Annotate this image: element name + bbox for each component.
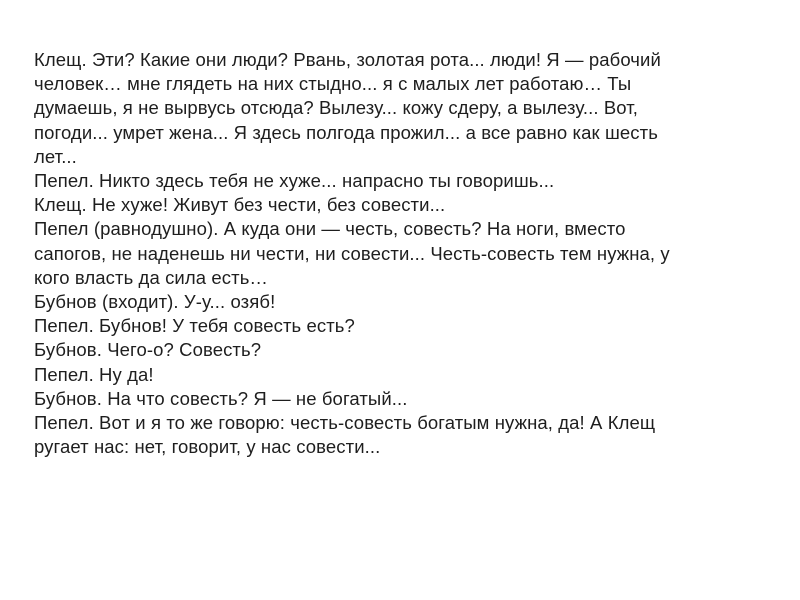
- text-line: Пепел. Бубнов! У тебя совесть есть?: [34, 315, 355, 337]
- text-line: Бубнов. Чего-о? Совесть?: [34, 339, 262, 361]
- text-line: Пепел. Ну да!: [34, 363, 154, 385]
- dialogue-text: [34, 48, 779, 459]
- text-line: ругает нас: нет, говорит, у нас совести...: [34, 436, 381, 458]
- text-line: кого власть да сила есть…: [34, 266, 269, 288]
- text-line: думаешь, я не вырвусь отсюда? Вылезу... кожу сдеру, а вылезу... Вот,: [34, 97, 639, 119]
- text-line: Бубнов (входит). У-у... озяб!: [34, 291, 276, 313]
- text-line: сапогов, не наденешь ни чести, ни совести... Честь-совесть тем нужна, у: [34, 242, 670, 264]
- text-line: Пепел. Вот и я то же говорю: честь-совесть богатым нужна, да! А Клещ: [34, 412, 656, 434]
- text-line: погоди... умрет жена... Я здесь полгода прожил... а все равно как шесть: [34, 121, 658, 143]
- text-line: Пепел. Никто здесь тебя не хуже... напрасно ты говоришь...: [34, 170, 555, 192]
- text-line: Пепел (равнодушно). А куда они — честь, совесть? На ноги, вместо: [34, 218, 626, 240]
- text-line: человек… мне глядеть на них стыдно... я с малых лет работаю… Ты: [34, 73, 632, 95]
- text-line: Бубнов. На что совесть? Я — не богатый...: [34, 387, 408, 409]
- text-line: Клещ. Не хуже! Живут без чести, без совести...: [34, 194, 446, 216]
- text-line: лет...: [34, 145, 77, 167]
- text-line: Клещ. Эти? Какие они люди? Рвань, золотая рота... люди! Я — рабочий: [34, 49, 661, 70]
